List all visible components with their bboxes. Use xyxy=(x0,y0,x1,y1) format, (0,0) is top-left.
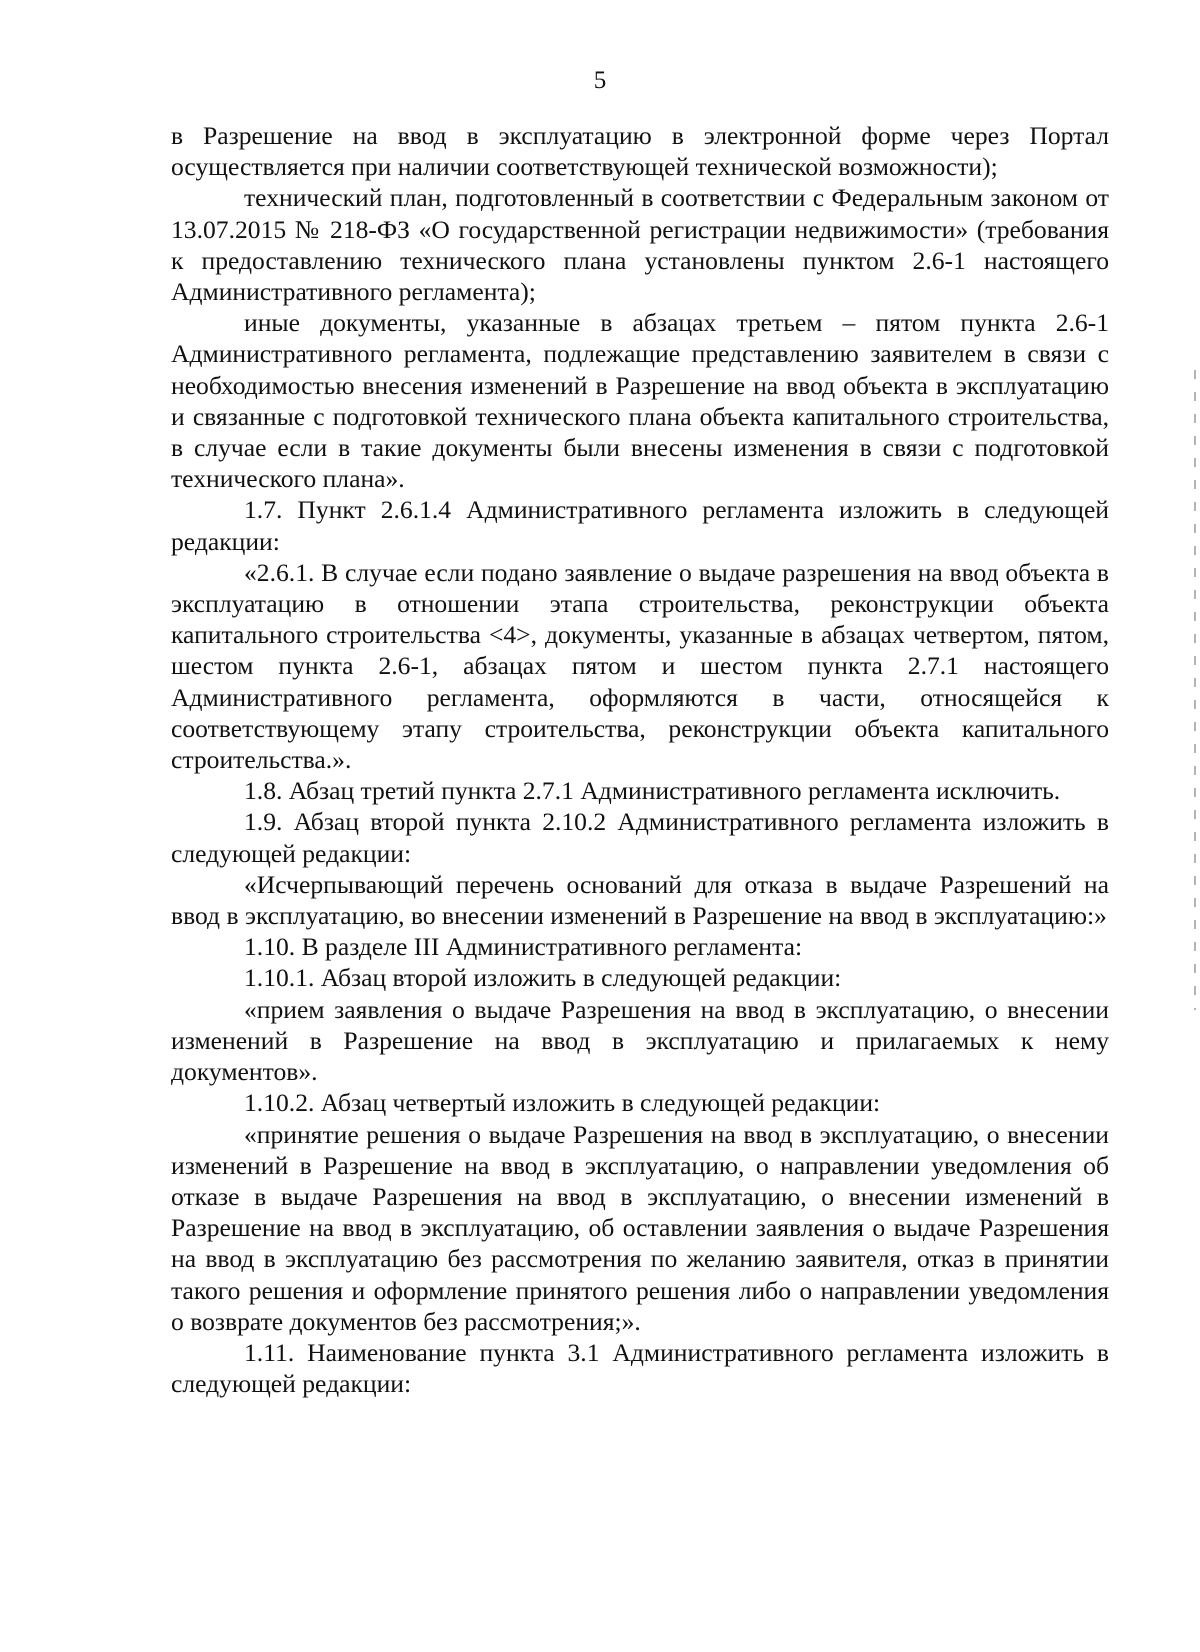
paragraph-technical-plan: технический план, подготовленный в соответствии с Федеральным законом от 13.07.2015 № 218-ФЗ «О государственной регистрации недвижимости» (требования к предоставлению технического плана установлены пунктом 2.6-1 настоящего Административного регламента); xyxy=(171,183,1109,307)
paragraph-item-1-10-2: 1.10.2. Абзац четвертый изложить в следующей редакции: xyxy=(244,1088,881,1118)
paragraph-quote-grounds: «Исчерпывающий перечень оснований для отказа в выдаче Разрешений на ввод в эксплуатацию, во внесении изменений в Разрешение на ввод в эксплуатацию:» xyxy=(171,869,1109,931)
paragraph-item-1-7: 1.7. Пункт 2.6.1.4 Административного регламента изложить в следующей редакции: xyxy=(171,495,1109,556)
paragraph-item-1-10-1: 1.10.1. Абзац второй изложить в следующей редакции: xyxy=(244,963,842,993)
document-body xyxy=(171,120,1109,1399)
page-number: 5 xyxy=(593,67,607,94)
paragraph-quote-decision: «принятие решения о выдаче Разрешения на ввод в эксплуатацию, о внесении изменений в Разрешение на ввод в эксплуатацию, о направлении уведомления об отказе в выдаче Разрешения на ввод в эксплуатацию, о внесении изменений в Разрешение на ввод в эксплуатацию, об оставлении заявления о выдаче Разрешения на ввод в эксплуатацию без рассмотрения по желанию заявителя, отказ в принятии такого решения и оформление принятого решения либо о направлении уведомления о возврате документов без рассмотрения;». xyxy=(171,1119,1109,1336)
paragraph-item-1-10: 1.10. В разделе III Административного регламента: xyxy=(244,932,803,962)
paragraph-continuation: в Разрешение на ввод в эксплуатацию в электронной форме через Портал осуществляется при наличии соответствующей технической возможности); xyxy=(171,121,1109,182)
paragraph-item-1-8: 1.8. Абзац третий пункта 2.7.1 Административного регламента исключить. xyxy=(244,776,1061,806)
paragraph-quote-2-6-1: «2.6.1. В случае если подано заявление о выдаче разрешения на ввод объекта в эксплуатацию в отношении этапа строительства, реконструкции объекта капитального строительства <4>, документы, указанные в абзацах четвертом, пятом, шестом пункта 2.6-1, абзацах пятом и шестом пункта 2.7.1 настоящего Административного регламента, оформляются в части, относящейся к соответствующему этапу строительства, реконструкции объекта капитального строительства.». xyxy=(171,557,1109,775)
paragraph-quote-reception: «прием заявления о выдаче Разрешения на ввод в эксплуатацию, о внесении изменений в Разрешение на ввод в эксплуатацию и прилагаемых к нему документов». xyxy=(171,994,1109,1087)
scan-edge-marks xyxy=(1194,370,1196,1010)
paragraph-other-documents: иные документы, указанные в абзацах третьем – пятом пункта 2.6-1 Административного регламента, подлежащие представлению заявителем в связи с необходимостью внесения изменений в Разрешение на ввод объекта в эксплуатацию и связанные с подготовкой технического плана объекта капитального строительства, в случае если в такие документы были внесены изменения в связи с подготовкой технического плана». xyxy=(171,308,1109,494)
paragraph-item-1-11: 1.11. Наименование пункта 3.1 Административного регламента изложить в следующей редакции: xyxy=(171,1337,1109,1399)
paragraph-item-1-9: 1.9. Абзац второй пункта 2.10.2 Административного регламента изложить в следующей редакции: xyxy=(171,807,1109,868)
